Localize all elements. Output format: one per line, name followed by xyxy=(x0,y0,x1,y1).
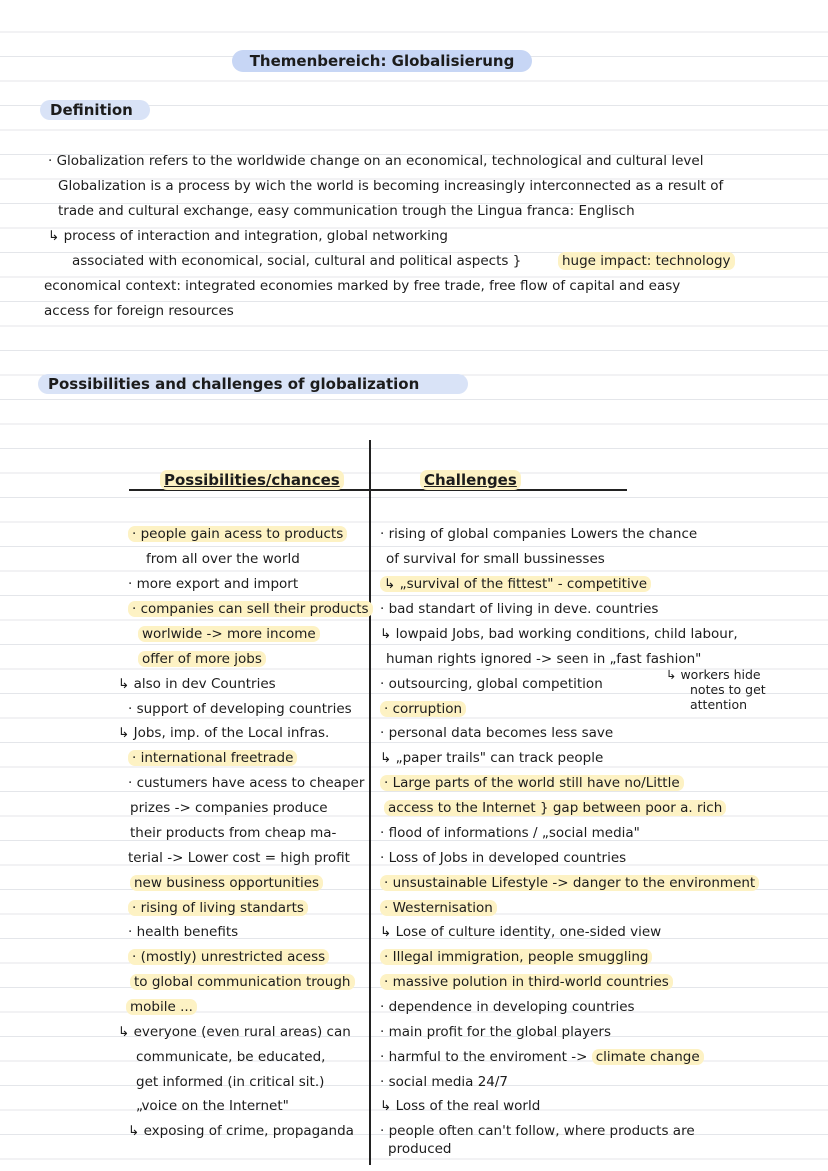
challenge-text: ↳ „survival of the fittest" - competitive xyxy=(380,576,651,592)
chances-title xyxy=(160,470,344,490)
chance-item xyxy=(130,874,323,892)
chance-item xyxy=(130,973,355,991)
chance-item: · more export and import xyxy=(128,576,299,592)
chance-text: worlwide -> more income xyxy=(138,626,320,642)
challenge-item xyxy=(380,700,466,718)
challenge-item: ↳ lowpaid Jobs, bad working conditions, child labour, xyxy=(380,626,738,642)
chance-text: · companies can sell their products xyxy=(128,601,373,617)
chance-text: · people gain acess to products xyxy=(128,526,347,542)
challenge-item: · dependence in developing countries xyxy=(380,999,635,1015)
chance-item xyxy=(128,525,347,543)
challenge-item: · social media 24/7 xyxy=(380,1074,509,1090)
challenge-item: ↳ Lose of culture identity, one-sided view xyxy=(380,924,662,940)
definition-line: access for foreign resources xyxy=(44,303,234,319)
chance-text: offer of more jobs xyxy=(138,651,266,667)
challenge-item xyxy=(380,575,651,593)
chance-item: · support of developing countries xyxy=(128,701,352,717)
chance-item xyxy=(138,625,320,643)
challenges-title-text: Challenges xyxy=(424,471,517,489)
challenge-item: · Loss of Jobs in developed countries xyxy=(380,850,627,866)
challenge-item xyxy=(380,774,684,792)
chance-item xyxy=(128,749,297,767)
definition-line: economical context: integrated economies marked by free trade, free flow of capital and easy xyxy=(44,278,681,294)
chance-item: get informed (in critical sit.) xyxy=(136,1074,325,1090)
challenge-item: of survival for small bussinesses xyxy=(386,551,605,567)
definition-line: ↳ process of interaction and integration, global networking xyxy=(48,228,448,244)
side-note-line: ↳ workers hide xyxy=(666,667,761,682)
chance-item xyxy=(128,600,373,618)
chance-text: · international freetrade xyxy=(128,750,297,766)
challenge-item: · bad standart of living in deve. countries xyxy=(380,601,659,617)
challenge-item: · outsourcing, global competition xyxy=(380,676,603,692)
chance-item: their products from cheap ma- xyxy=(130,825,337,841)
challenge-text: · Illegal immigration, people smuggling xyxy=(380,949,652,965)
challenge-item xyxy=(384,799,726,817)
challenges-title xyxy=(420,470,521,490)
side-note-line: notes to get xyxy=(690,682,766,697)
challenge-text: · massive polution in third-world countries xyxy=(380,974,673,990)
challenge-item: ↳ „paper trails" can track people xyxy=(380,750,604,766)
chance-item: · health benefits xyxy=(128,924,239,940)
challenge-item: · personal data becomes less save xyxy=(380,725,614,741)
climate-highlight: climate change xyxy=(592,1049,704,1065)
challenge-item: produced xyxy=(388,1141,452,1157)
definition-heading: Definition xyxy=(40,100,150,120)
challenge-item xyxy=(380,874,759,892)
chance-text: · (mostly) unrestricted acess xyxy=(128,949,329,965)
chance-item xyxy=(138,650,266,668)
chance-item: prizes -> companies produce xyxy=(130,800,328,816)
challenge-text: · harmful to the enviroment -> xyxy=(380,1049,588,1065)
challenge-text: · corruption xyxy=(380,701,466,717)
chance-text: · rising of living standarts xyxy=(128,900,308,916)
challenge-text: · Westernisation xyxy=(380,900,497,916)
chance-text: new business opportunities xyxy=(130,875,323,891)
challenge-item xyxy=(380,1048,704,1066)
possibilities-heading: Possibilities and challenges of globalization xyxy=(38,374,468,394)
challenge-item xyxy=(380,973,673,991)
chance-item: terial -> Lower cost = high profit xyxy=(128,850,350,866)
chance-item: · custumers have acess to cheaper xyxy=(128,775,365,791)
challenge-text: · unsustainable Lifestyle -> danger to the environment xyxy=(380,875,759,891)
chance-item: from all over the world xyxy=(146,551,300,567)
definition-line: trade and cultural exchange, easy communication trough the Lingua franca: Englisch xyxy=(58,203,635,219)
chance-text: to global communication trough xyxy=(130,974,355,990)
chance-item xyxy=(128,948,329,966)
column-divider xyxy=(369,440,371,1165)
chance-item: ↳ also in dev Countries xyxy=(118,676,276,692)
definition-line: associated with economical, social, cultural and political aspects } xyxy=(72,253,522,269)
chance-text: mobile ... xyxy=(126,999,197,1015)
side-note-line: attention xyxy=(690,697,748,712)
challenge-item: · rising of global companies Lowers the chance xyxy=(380,526,698,542)
challenge-item: human rights ignored -> seen in „fast fashion" xyxy=(386,651,702,667)
chances-title-text: Possibilities/chances xyxy=(164,471,340,489)
chance-item: communicate, be educated, xyxy=(136,1049,326,1065)
challenge-item: · people often can't follow, where products are xyxy=(380,1123,695,1139)
challenge-item xyxy=(380,899,497,917)
impact-highlight: huge impact: technology xyxy=(558,252,735,270)
challenge-item: · main profit for the global players xyxy=(380,1024,612,1040)
chance-item xyxy=(128,899,308,917)
definition-line: Globalization is a process by wich the world is becoming increasingly interconnected as a result of xyxy=(58,178,724,194)
chance-item: ↳ exposing of crime, propaganda xyxy=(128,1123,354,1139)
definition-line: · Globalization refers to the worldwide change on an economical, technological and cultural level xyxy=(48,153,704,169)
chance-item: ↳ everyone (even rural areas) can xyxy=(118,1024,351,1040)
challenge-text: · Large parts of the world still have no/Little xyxy=(380,775,684,791)
challenge-item: · flood of informations / „social media" xyxy=(380,825,640,841)
chance-item: ↳ Jobs, imp. of the Local infras. xyxy=(118,725,330,741)
chance-item: „voice on the Internet" xyxy=(136,1098,289,1114)
challenge-text: access to the Internet } gap between poor a. rich xyxy=(384,800,726,816)
challenge-item: ↳ Loss of the real world xyxy=(380,1098,541,1114)
page-title: Themenbereich: Globalisierung xyxy=(232,50,532,72)
chance-item xyxy=(126,998,197,1016)
challenge-item xyxy=(380,948,652,966)
